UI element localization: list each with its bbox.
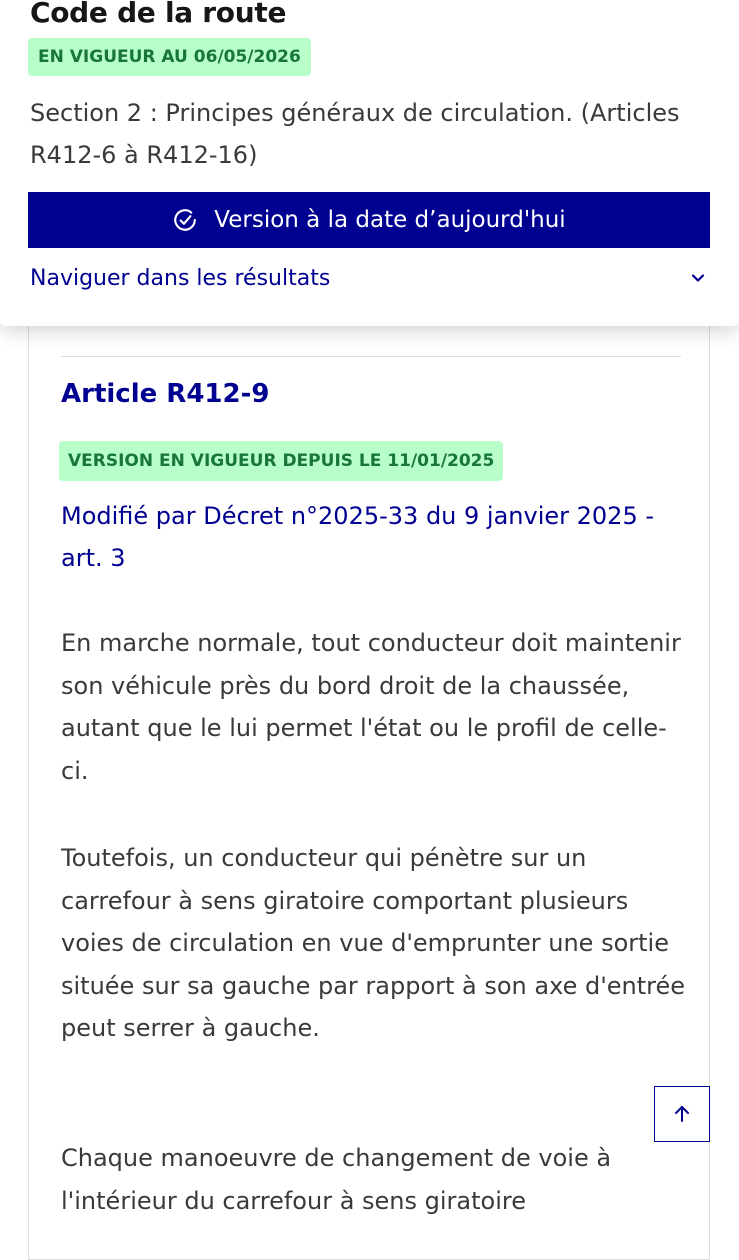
article-card [28, 300, 710, 1260]
chevron-down-icon [688, 268, 708, 288]
in-force-badge: EN VIGUEUR AU 06/05/2026 [28, 38, 311, 76]
version-badge: VERSION EN VIGUEUR DEPUIS LE 11/01/2025 [59, 441, 503, 481]
article-paragraph: En marche normale, tout conducteur doit maintenir son véhicule près du bord droit de la chaussée, autant que le lui permet l'état ou le profil de celle-ci. [61, 629, 681, 785]
version-today-label: Version à la date d’aujourd'hui [214, 207, 566, 233]
code-title: Code de la route [30, 0, 287, 29]
check-circle-icon [172, 207, 198, 233]
divider [61, 356, 681, 357]
navigate-results-label: Naviguer dans les résultats [30, 265, 331, 291]
article-title: Article R412-9 [61, 379, 270, 409]
section-title: Section 2 : Principes généraux de circulation. (Articles R412-6 à R412-16) [30, 99, 680, 169]
article-paragraph: Chaque manoeuvre de changement de voie à l'intérieur du carrefour à sens giratoire [61, 1144, 612, 1215]
modified-by-link[interactable]: Modifié par Décret n°2025-33 du 9 janvier 2025 - art. 3 [61, 502, 655, 572]
navigate-results-toggle[interactable] [30, 258, 710, 298]
article-paragraph: Toutefois, un conducteur qui pénètre sur un carrefour à sens giratoire comportant plusieurs voies de circulation en vue d'emprunter une sortie située sur sa gauche par rapport à son axe d'entrée peut serrer à gauche. [61, 844, 686, 1042]
back-to-top-button[interactable] [654, 1086, 710, 1142]
sticky-header [0, 0, 739, 326]
version-today-button[interactable] [28, 192, 710, 248]
arrow-up-icon [671, 1103, 693, 1125]
